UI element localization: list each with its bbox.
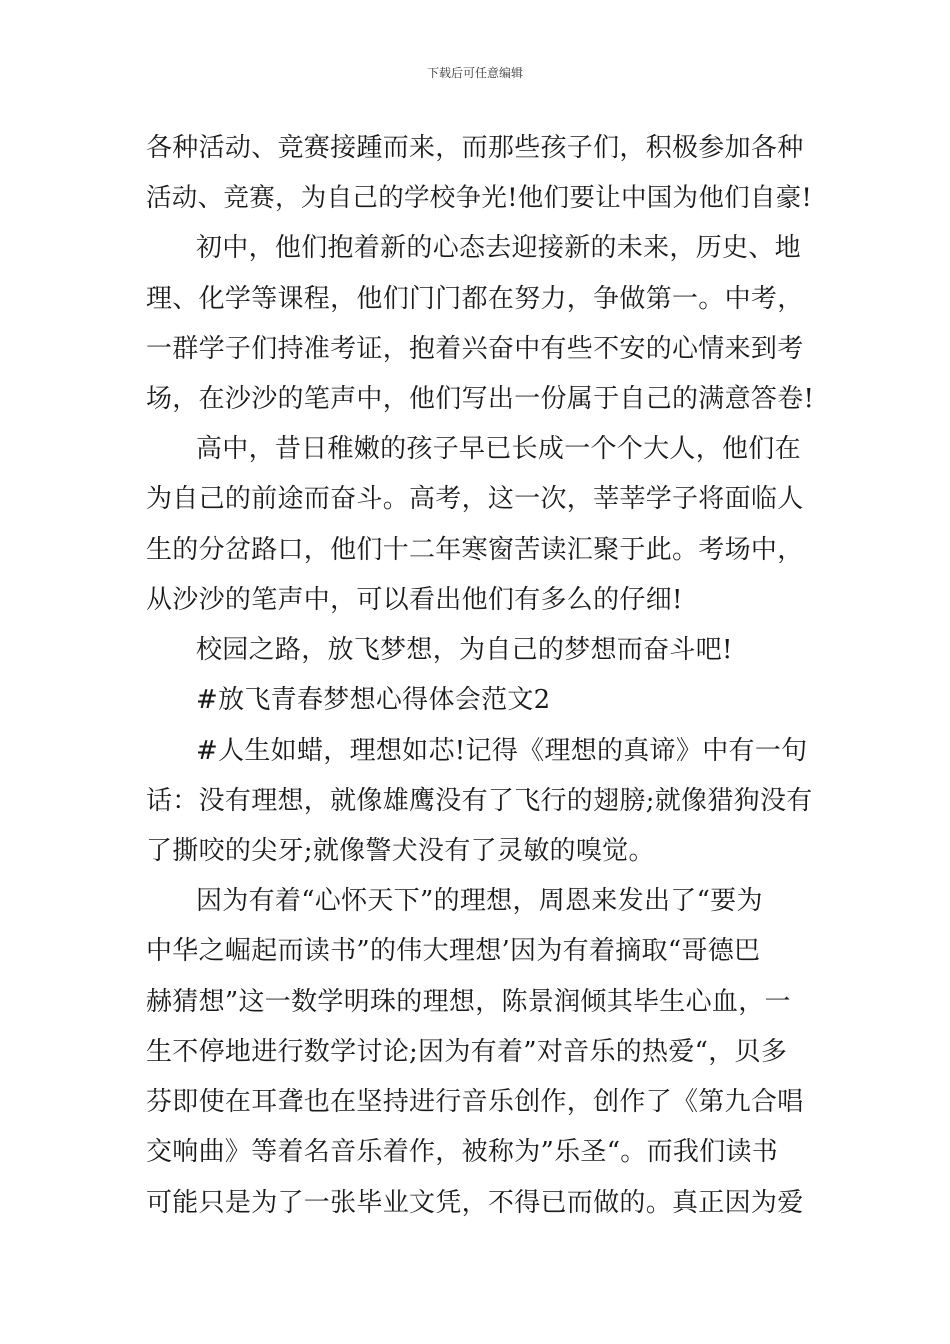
text-line: 可能只是为了一张毕业文凭，不得已而做的。真正因为爱 — [146, 1188, 804, 1218]
text-line: 芬即使在耳聋也在坚持进行音乐创作，创作了《第九合唱 — [146, 1087, 804, 1117]
section-heading: #放飞青春梦想心得体会范文2 — [196, 685, 551, 715]
paragraph-start: 校园之路，放飞梦想，为自己的梦想而奋斗吧! — [196, 635, 733, 665]
paragraph-start: #人生如蜡，理想如芯!记得《理想的真谛》中有一句 — [196, 736, 808, 766]
paragraph-start: 高中，昔日稚嫩的孩子早已长成一个个大人，他们在 — [196, 434, 801, 464]
text-line: 为自己的前途而奋斗。高考，这一次，莘莘学子将面临人 — [146, 484, 804, 514]
text-line: 从沙沙的笔声中，可以看出他们有多么的仔细! — [146, 585, 683, 615]
paragraph-start: 因为有着“心怀天下”的理想，周恩来发出了“要为 — [196, 886, 763, 916]
text-line: 生不停地进行数学讨论;因为有着”对音乐的热爱“，贝多 — [146, 1037, 788, 1067]
text-line: 话：没有理想，就像雄鹰没有了飞行的翅膀;就像猎狗没有 — [146, 786, 813, 816]
text-line: 各种活动、竞赛接踵而来，而那些孩子们，积极参加各种 — [146, 133, 804, 163]
text-line: 一群学子们持准考证，抱着兴奋中有些不安的心情来到考 — [146, 334, 804, 364]
text-line: 交响曲》等着名音乐着作，被称为”乐圣“。而我们读书 — [146, 1137, 779, 1167]
text-line: 了撕咬的尖牙;就像警犬没有了灵敏的嗅觉。 — [146, 836, 655, 866]
text-line: 理、化学等课程，他们门门都在努力，争做第一。中考， — [146, 284, 804, 314]
text-line: 生的分岔路口，他们十二年寒窗苦读汇聚于此。考场中， — [146, 535, 804, 565]
text-line: 活动、竞赛，为自己的学校争光!他们要让中国为他们自豪! — [146, 183, 813, 213]
text-line: 赫猜想”这一数学明珠的理想，陈景润倾其毕生心血，一 — [146, 987, 791, 1017]
page-header: 下载后可任意编辑 — [426, 66, 523, 80]
text-line: 场，在沙沙的笔声中，他们写出一份属于自己的满意答卷! — [146, 384, 815, 414]
paragraph-start: 初中，他们抱着新的心态去迎接新的未来，历史、地 — [196, 233, 801, 263]
text-line: 中华之崛起而读书”的伟大理想’因为有着摘取“哥德巴 — [146, 936, 761, 966]
